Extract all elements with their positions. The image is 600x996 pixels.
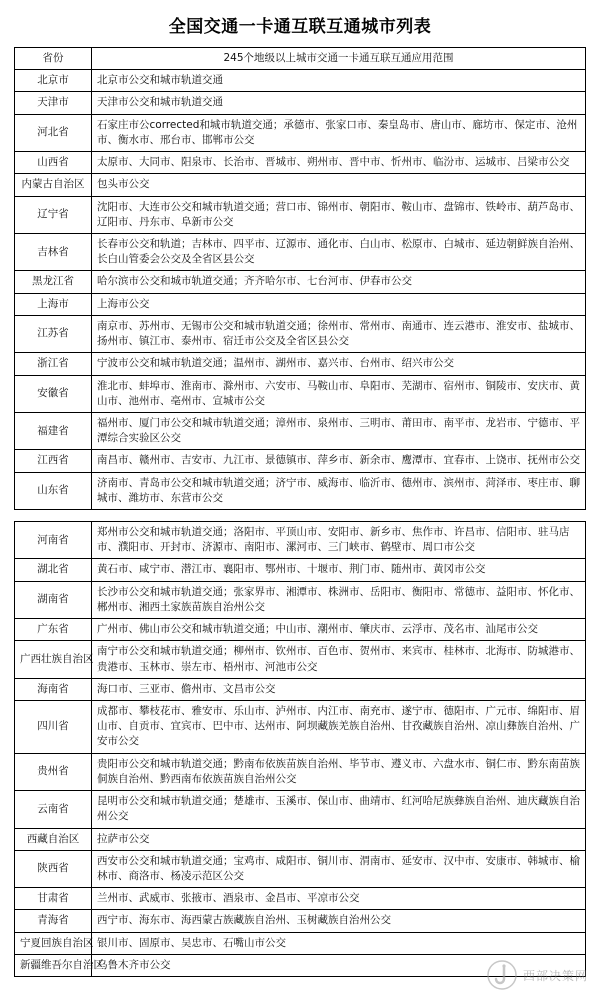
city-list: 沈阳市、大连市公交和城市轨道交通；营口市、锦州市、朝阳市、鞍山市、盘锦市、铁岭市、葫芦岛市、辽阳市、丹东市、阜新市公交 (92, 196, 586, 233)
table-row (15, 174, 586, 196)
province-name: 江西省 (15, 450, 92, 472)
province-name: 辽宁省 (15, 196, 92, 233)
city-list: 南京市、苏州市、无锡市公交和城市轨道交通；徐州市、常州市、南通市、连云港市、淮安市、盐城市、扬州市、镇江市、泰州市、宿迁市公交及全省区县公交 (92, 315, 586, 352)
table-row (15, 472, 586, 509)
city-list: 郑州市公交和城市轨道交通；洛阳市、平顶山市、安阳市、新乡市、焦作市、许昌市、信阳市、驻马店市、濮阳市、开封市、济源市、南阳市、漯河市、三门峡市、鹤壁市、周口市公交 (92, 522, 586, 559)
city-list: 广州市、佛山市公交和城市轨道交通；中山市、潮州市、肇庆市、云浮市、茂名市、汕尾市公交 (92, 619, 586, 641)
city-list: 银川市、固原市、吴忠市、石嘴山市公交 (92, 932, 586, 954)
city-list: 哈尔滨市公交和城市轨道交通；齐齐哈尔市、七台河市、伊春市公交 (92, 271, 586, 293)
province-name: 天津市 (15, 92, 92, 114)
province-name: 湖北省 (15, 559, 92, 581)
city-list: 宁波市公交和城市轨道交通；温州市、湖州市、嘉兴市、台州市、绍兴市公交 (92, 353, 586, 375)
city-list: 天津市公交和城市轨道交通 (92, 92, 586, 114)
table-row (15, 932, 586, 954)
city-list: 西安市公交和城市轨道交通；宝鸡市、咸阳市、铜川市、渭南市、延安市、汉中市、安康市、韩城市、榆林市、商洛市、杨凌示范区公交 (92, 850, 586, 887)
city-list: 北京市公交和城市轨道交通 (92, 70, 586, 92)
city-list: 贵阳市公交和城市轨道交通；黔南布依族苗族自治州、毕节市、遵义市、六盘水市、铜仁市、黔东南苗族侗族自治州、黔西南布依族苗族自治州公交 (92, 753, 586, 790)
province-name: 黑龙江省 (15, 271, 92, 293)
column-header-province: 省份 (15, 48, 92, 70)
province-name: 广东省 (15, 619, 92, 641)
province-name: 四川省 (15, 701, 92, 754)
province-name: 贵州省 (15, 753, 92, 790)
j-logo-icon (487, 960, 517, 990)
table-row (15, 753, 586, 790)
province-name: 北京市 (15, 70, 92, 92)
table-body-part1 (15, 48, 586, 510)
table-row (15, 293, 586, 315)
province-name: 山西省 (15, 152, 92, 174)
table-row (15, 152, 586, 174)
table-row (15, 850, 586, 887)
province-name: 浙江省 (15, 353, 92, 375)
city-table-part1 (14, 47, 586, 510)
table-body-part2 (15, 522, 586, 977)
table-header-row (15, 48, 586, 70)
province-name: 甘肃省 (15, 888, 92, 910)
table-row (15, 791, 586, 828)
city-list: 黄石市、咸宁市、潜江市、襄阳市、鄂州市、十堰市、荆门市、随州市、黄冈市公交 (92, 559, 586, 581)
city-list: 包头市公交 (92, 174, 586, 196)
province-name: 河北省 (15, 114, 92, 151)
province-name: 安徽省 (15, 375, 92, 412)
table-row (15, 70, 586, 92)
province-name: 陕西省 (15, 850, 92, 887)
table-row (15, 450, 586, 472)
province-name: 青海省 (15, 910, 92, 932)
table-row (15, 888, 586, 910)
table-row (15, 375, 586, 412)
table-section-divider (14, 510, 586, 521)
province-name: 宁夏回族自治区 (15, 932, 92, 954)
table-row (15, 114, 586, 151)
table-row (15, 412, 586, 449)
watermark (487, 960, 588, 990)
city-list: 济南市、青岛市公交和城市轨道交通；济宁市、威海市、临沂市、德州市、滨州市、菏泽市、枣庄市、聊城市、潍坊市、东营市公交 (92, 472, 586, 509)
province-name: 河南省 (15, 522, 92, 559)
province-name: 广西壮族自治区 (15, 641, 92, 678)
city-list: 乌鲁木齐市公交 (92, 954, 586, 976)
table-row (15, 678, 586, 700)
table-row (15, 196, 586, 233)
city-list: 昆明市公交和城市轨道交通；楚雄市、玉溪市、保山市、曲靖市、红河哈尼族彝族自治州、迪庆藏族自治州公交 (92, 791, 586, 828)
watermark-text: 西部决策网 (522, 968, 588, 983)
city-table-part2 (14, 521, 586, 977)
province-name: 云南省 (15, 791, 92, 828)
column-header-note: 245个地级以上城市交通一卡通互联互通应用范围 (92, 48, 586, 70)
city-list: 福州市、厦门市公交和城市轨道交通；漳州市、泉州市、三明市、莆田市、南平市、龙岩市、宁德市、平潭综合实验区公交 (92, 412, 586, 449)
table-row (15, 581, 586, 618)
table-row (15, 522, 586, 559)
city-list: 长沙市公交和城市轨道交通；张家界市、湘潭市、株洲市、岳阳市、衡阳市、常德市、益阳市、怀化市、郴州市、湘西土家族苗族自治州公交 (92, 581, 586, 618)
city-list: 南宁市公交和城市轨道交通；柳州市、钦州市、百色市、贺州市、来宾市、桂林市、北海市、防城港市、贵港市、玉林市、崇左市、梧州市、河池市公交 (92, 641, 586, 678)
table-row (15, 641, 586, 678)
city-list: 太原市、大同市、阳泉市、长治市、晋城市、朔州市、晋中市、忻州市、临汾市、运城市、吕梁市公交 (92, 152, 586, 174)
table-row (15, 271, 586, 293)
table-row (15, 92, 586, 114)
province-name: 海南省 (15, 678, 92, 700)
city-list: 拉萨市公交 (92, 828, 586, 850)
city-list: 长春市公交和轨道；吉林市、四平市、辽源市、通化市、白山市、松原市、白城市、延边朝鲜族自治州、长白山管委会公交及全省区县公交 (92, 233, 586, 270)
table-row (15, 559, 586, 581)
table-row (15, 619, 586, 641)
province-name: 福建省 (15, 412, 92, 449)
page-title: 全国交通一卡通互联互通城市列表 (168, 17, 432, 37)
province-name: 江苏省 (15, 315, 92, 352)
province-name: 上海市 (15, 293, 92, 315)
city-list: 淮北市、蚌埠市、淮南市、滁州市、六安市、马鞍山市、阜阳市、芜湖市、宿州市、铜陵市、安庆市、黄山市、池州市、亳州市、宣城市公交 (92, 375, 586, 412)
table-row (15, 233, 586, 270)
city-list: 西宁市、海东市、海西蒙古族藏族自治州、玉树藏族自治州公交 (92, 910, 586, 932)
city-list: 海口市、三亚市、儋州市、文昌市公交 (92, 678, 586, 700)
table-row (15, 315, 586, 352)
province-name: 湖南省 (15, 581, 92, 618)
table-row (15, 701, 586, 754)
table-row (15, 910, 586, 932)
table-row (15, 828, 586, 850)
city-list: 南昌市、赣州市、吉安市、九江市、景德镇市、萍乡市、新余市、鹰潭市、宜春市、上饶市、抚州市公交 (92, 450, 586, 472)
province-name: 新疆维吾尔自治区 (15, 954, 92, 976)
city-list: 石家庄市公corrected和城市轨道交通；承德市、张家口市、秦皇岛市、唐山市、廊坊市、保定市、沧州市、衡水市、邢台市、邯郸市公交 (92, 114, 586, 151)
province-name: 吉林省 (15, 233, 92, 270)
city-list: 成都市、攀枝花市、雅安市、乐山市、泸州市、内江市、南充市、遂宁市、德阳市、广元市、绵阳市、眉山市、自贡市、宜宾市、巴中市、达州市、阿坝藏族羌族自治州、甘孜藏族自治州、凉山彝族自治州、广安市公交 (92, 701, 586, 754)
province-name: 山东省 (15, 472, 92, 509)
province-name: 内蒙古自治区 (15, 174, 92, 196)
table-row (15, 353, 586, 375)
city-list: 兰州市、武威市、张掖市、酒泉市、金昌市、平凉市公交 (92, 888, 586, 910)
city-list: 上海市公交 (92, 293, 586, 315)
province-name: 西藏自治区 (15, 828, 92, 850)
